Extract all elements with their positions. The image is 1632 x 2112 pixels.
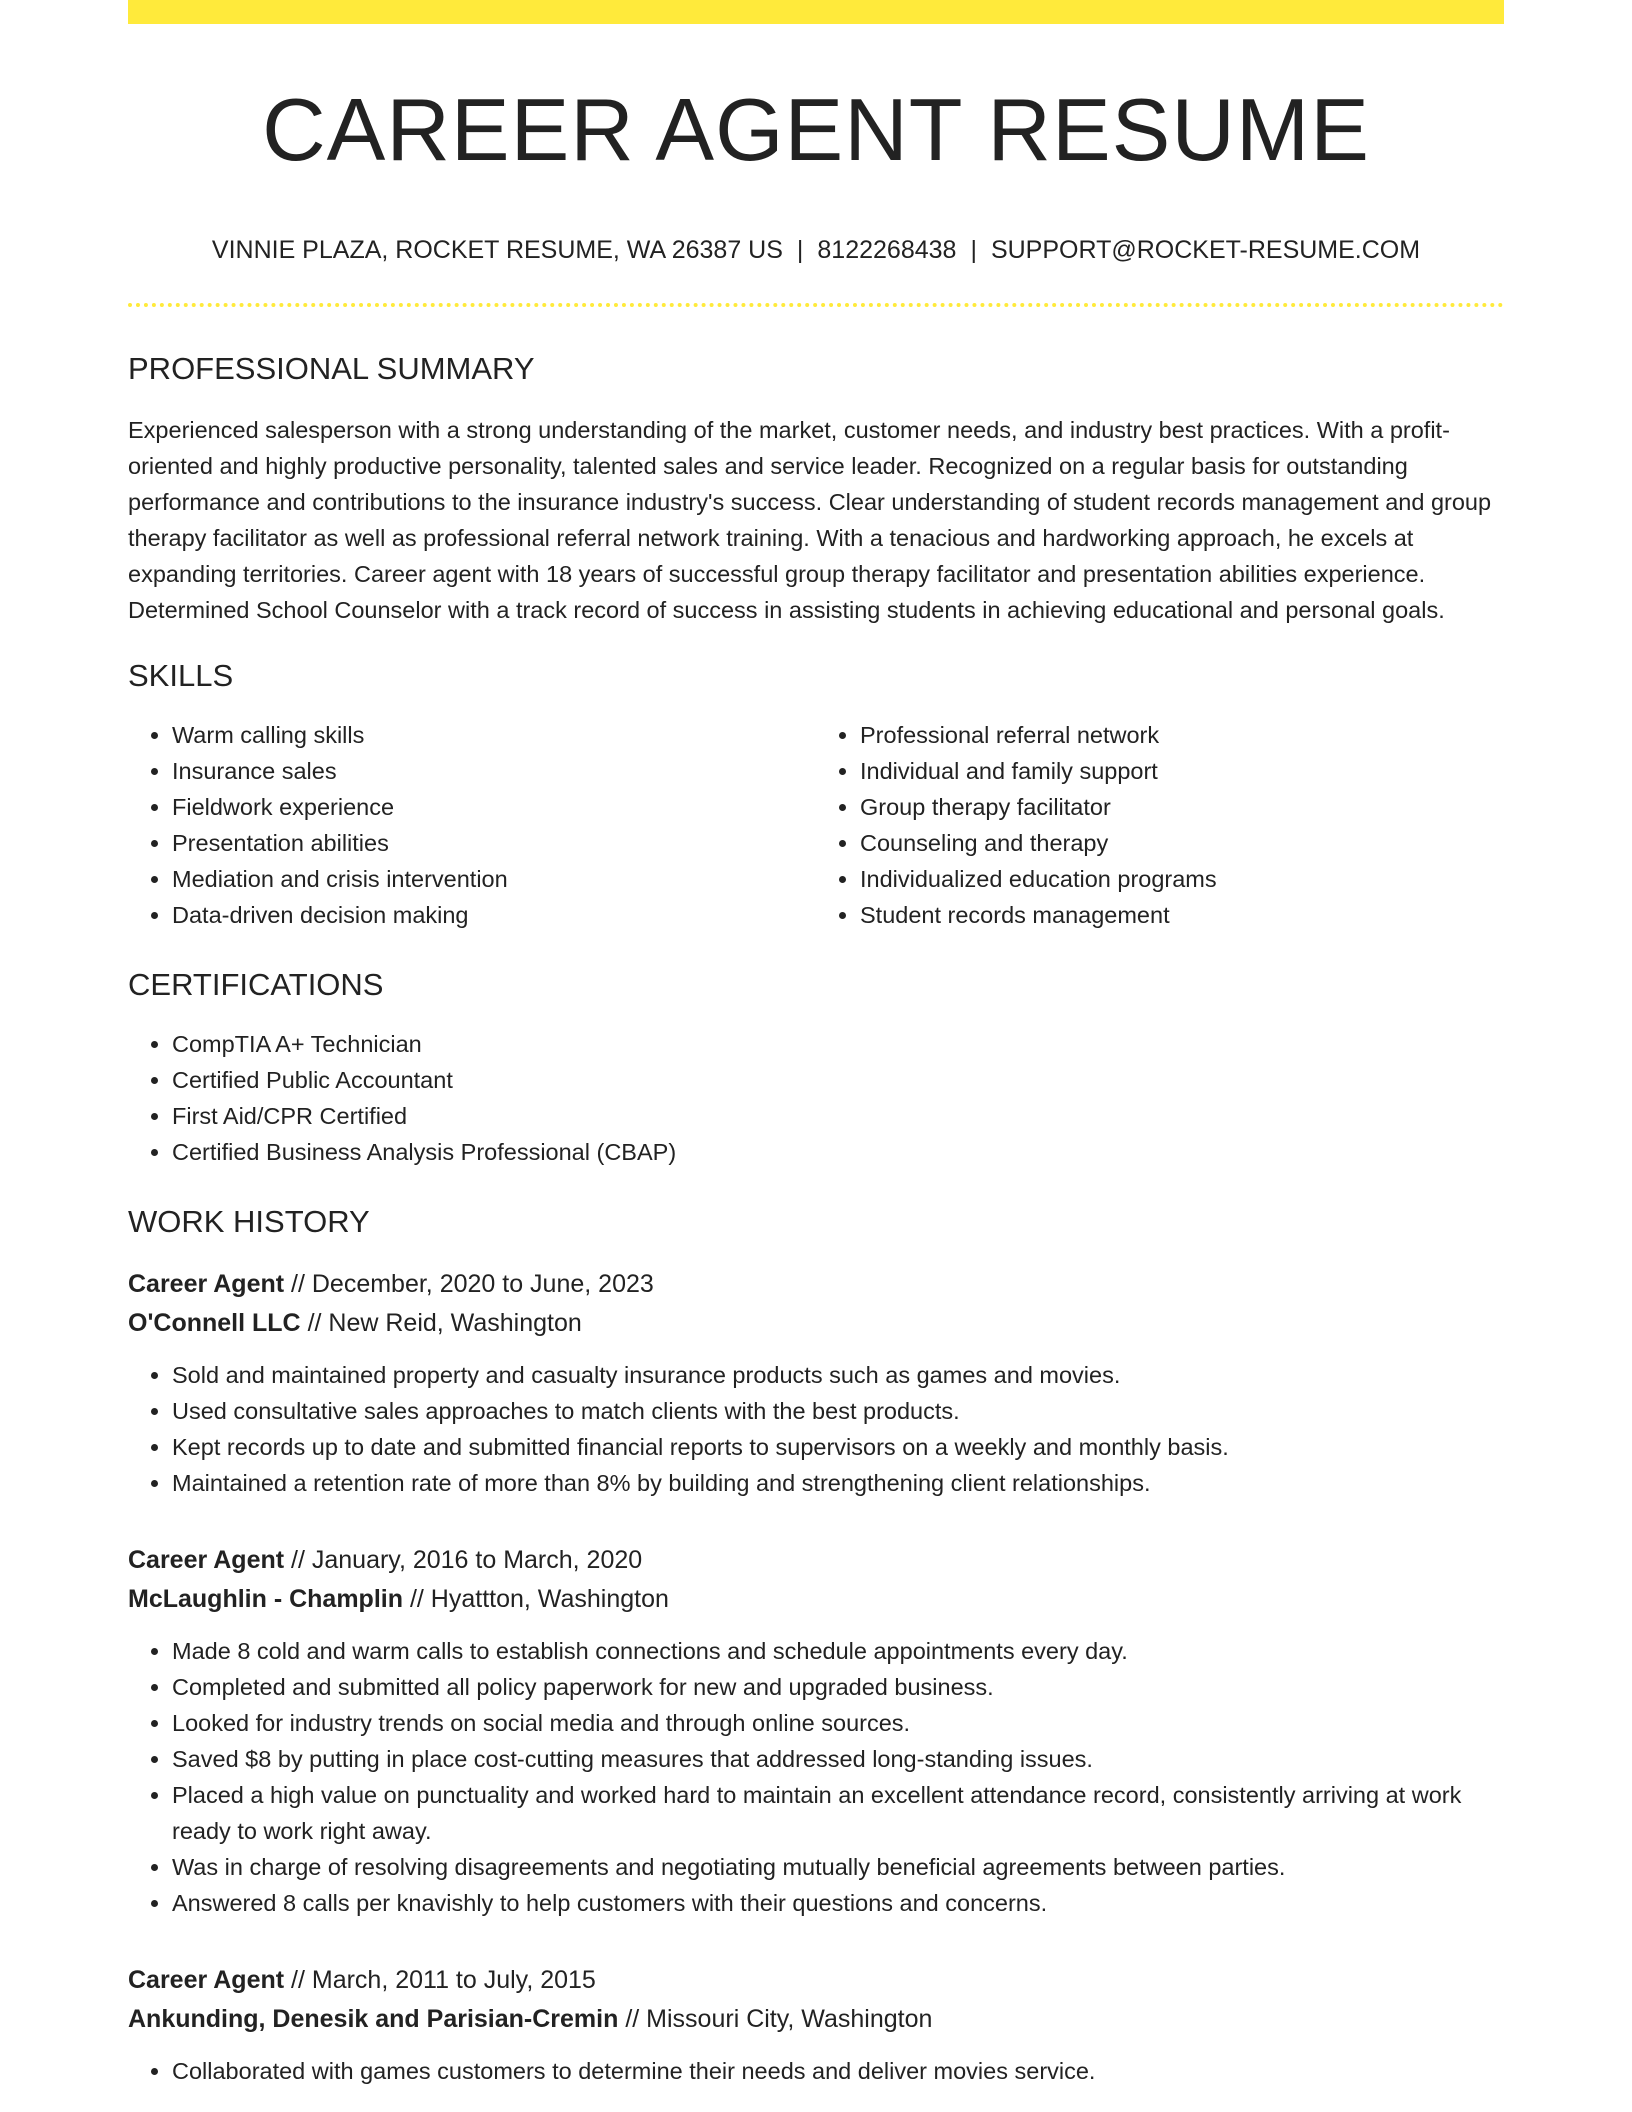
job-duty: • Sold and maintained property and casualty insurance products such as games and movies. <box>172 1357 1504 1393</box>
job-duties <box>128 2053 1504 2089</box>
skill-item: • Student records management <box>860 897 1504 933</box>
skills-column-left <box>128 717 816 933</box>
job-company-line <box>128 1580 1504 1619</box>
job-duty: • Placed a high value on punctuality and worked hard to maintain an excellent attendance record, consistently arriving at work ready to work right away. <box>172 1777 1504 1849</box>
job-role: Career Agent <box>128 1270 285 1298</box>
summary-heading: PROFESSIONAL SUMMARY <box>128 351 535 386</box>
summary-text: Experienced salesperson with a strong understanding of the market, customer needs, and industry best practices. With a profit-oriented and highly productive personality, talented sales and service leader. Recognized on a regular basis for outstanding performance and contributions to the insurance industry's success. Clear understanding of student records management and group therapy facilitator as well as professional referral network training. With a tenacious and hardworking approach, he excels at expanding territories. Career agent with 18 years of successful group therapy facilitator and presentation abilities experience. Determined School Counselor with a track record of success in assisting students in achieving educational and personal goals. <box>128 417 1492 623</box>
job-duty: • Kept records up to date and submitted financial reports to supervisors on a weekly and monthly basis. <box>172 1429 1504 1465</box>
job-location: // Missouri City, Washington <box>625 2005 933 2033</box>
contact-separator: | <box>796 236 804 264</box>
job-title-line <box>128 1961 1504 2000</box>
job-role: Career Agent <box>128 1546 285 1574</box>
job-role: Career Agent <box>128 1966 285 1994</box>
dotted-divider <box>128 303 1504 307</box>
skills-heading: SKILLS <box>128 658 234 693</box>
skill-item: • Professional referral network <box>860 717 1504 753</box>
skill-item: • Data-driven decision making <box>172 897 816 933</box>
skill-item: • Individual and family support <box>860 753 1504 789</box>
certification-item: • First Aid/CPR Certified <box>172 1098 1504 1134</box>
job-location: // New Reid, Washington <box>307 1309 582 1337</box>
contact-phone: 8122268438 <box>817 236 957 264</box>
work-history-heading: WORK HISTORY <box>128 1204 370 1239</box>
job-company: McLaughlin - Champlin <box>128 1585 403 1613</box>
job-title-line <box>128 1541 1504 1580</box>
job-duty: • Used consultative sales approaches to match clients with the best products. <box>172 1393 1504 1429</box>
job-company-line <box>128 2000 1504 2039</box>
certifications-heading: CERTIFICATIONS <box>128 967 384 1002</box>
job-company: O'Connell LLC <box>128 1309 301 1337</box>
certification-item: • Certified Public Accountant <box>172 1062 1504 1098</box>
job-entry <box>128 1265 1504 1501</box>
contact-address: VINNIE PLAZA, ROCKET RESUME, WA 26387 US <box>211 236 783 264</box>
job-location: // Hyattton, Washington <box>409 1585 669 1613</box>
job-duty: • Was in charge of resolving disagreements and negotiating mutually beneficial agreements between parties. <box>172 1849 1504 1885</box>
certification-item: • Certified Business Analysis Professional (CBAP) <box>172 1134 1504 1170</box>
job-duty: • Made 8 cold and warm calls to establish connections and schedule appointments every day. <box>172 1633 1504 1669</box>
job-duty: • Maintained a retention rate of more than 8% by building and strengthening client relationships. <box>172 1465 1504 1501</box>
contact-line <box>128 238 1504 263</box>
skill-item: • Group therapy facilitator <box>860 789 1504 825</box>
skill-item: • Warm calling skills <box>172 717 816 753</box>
job-entry <box>128 1541 1504 1921</box>
skill-item: • Individualized education programs <box>860 861 1504 897</box>
job-company: Ankunding, Denesik and Parisian-Cremin <box>128 2005 619 2033</box>
certification-item: • CompTIA A+ Technician <box>172 1026 1504 1062</box>
job-duty: • Answered 8 calls per knavishly to help customers with their questions and concerns. <box>172 1885 1504 1921</box>
job-dates: // January, 2016 to March, 2020 <box>291 1546 643 1574</box>
job-dates: // March, 2011 to July, 2015 <box>291 1966 596 1994</box>
job-duty: • Completed and submitted all policy paperwork for new and upgraded business. <box>172 1669 1504 1705</box>
job-duties <box>128 1357 1504 1501</box>
top-accent-bar <box>128 0 1504 24</box>
skill-item: • Mediation and crisis intervention <box>172 861 816 897</box>
skill-item: • Presentation abilities <box>172 825 816 861</box>
job-duty: • Collaborated with games customers to determine their needs and deliver movies service. <box>172 2053 1504 2089</box>
resume-title: CAREER AGENT RESUME <box>262 80 1370 179</box>
job-company-line <box>128 1304 1504 1343</box>
job-title-line <box>128 1265 1504 1304</box>
job-duties <box>128 1633 1504 1921</box>
job-duty: • Looked for industry trends on social media and through online sources. <box>172 1705 1504 1741</box>
contact-email: SUPPORT@ROCKET-RESUME.COM <box>990 236 1421 264</box>
job-entry <box>128 1961 1504 2089</box>
skill-item: • Counseling and therapy <box>860 825 1504 861</box>
job-duty: • Saved $8 by putting in place cost-cutting measures that addressed long-standing issues. <box>172 1741 1504 1777</box>
skill-item: • Insurance sales <box>172 753 816 789</box>
resume-page <box>128 0 1504 2089</box>
skills-column-right <box>816 717 1504 933</box>
job-dates: // December, 2020 to June, 2023 <box>291 1270 654 1298</box>
contact-separator: | <box>970 236 977 264</box>
skill-item: • Fieldwork experience <box>172 789 816 825</box>
certifications-list <box>128 1026 1504 1170</box>
skills-list <box>128 717 1504 933</box>
